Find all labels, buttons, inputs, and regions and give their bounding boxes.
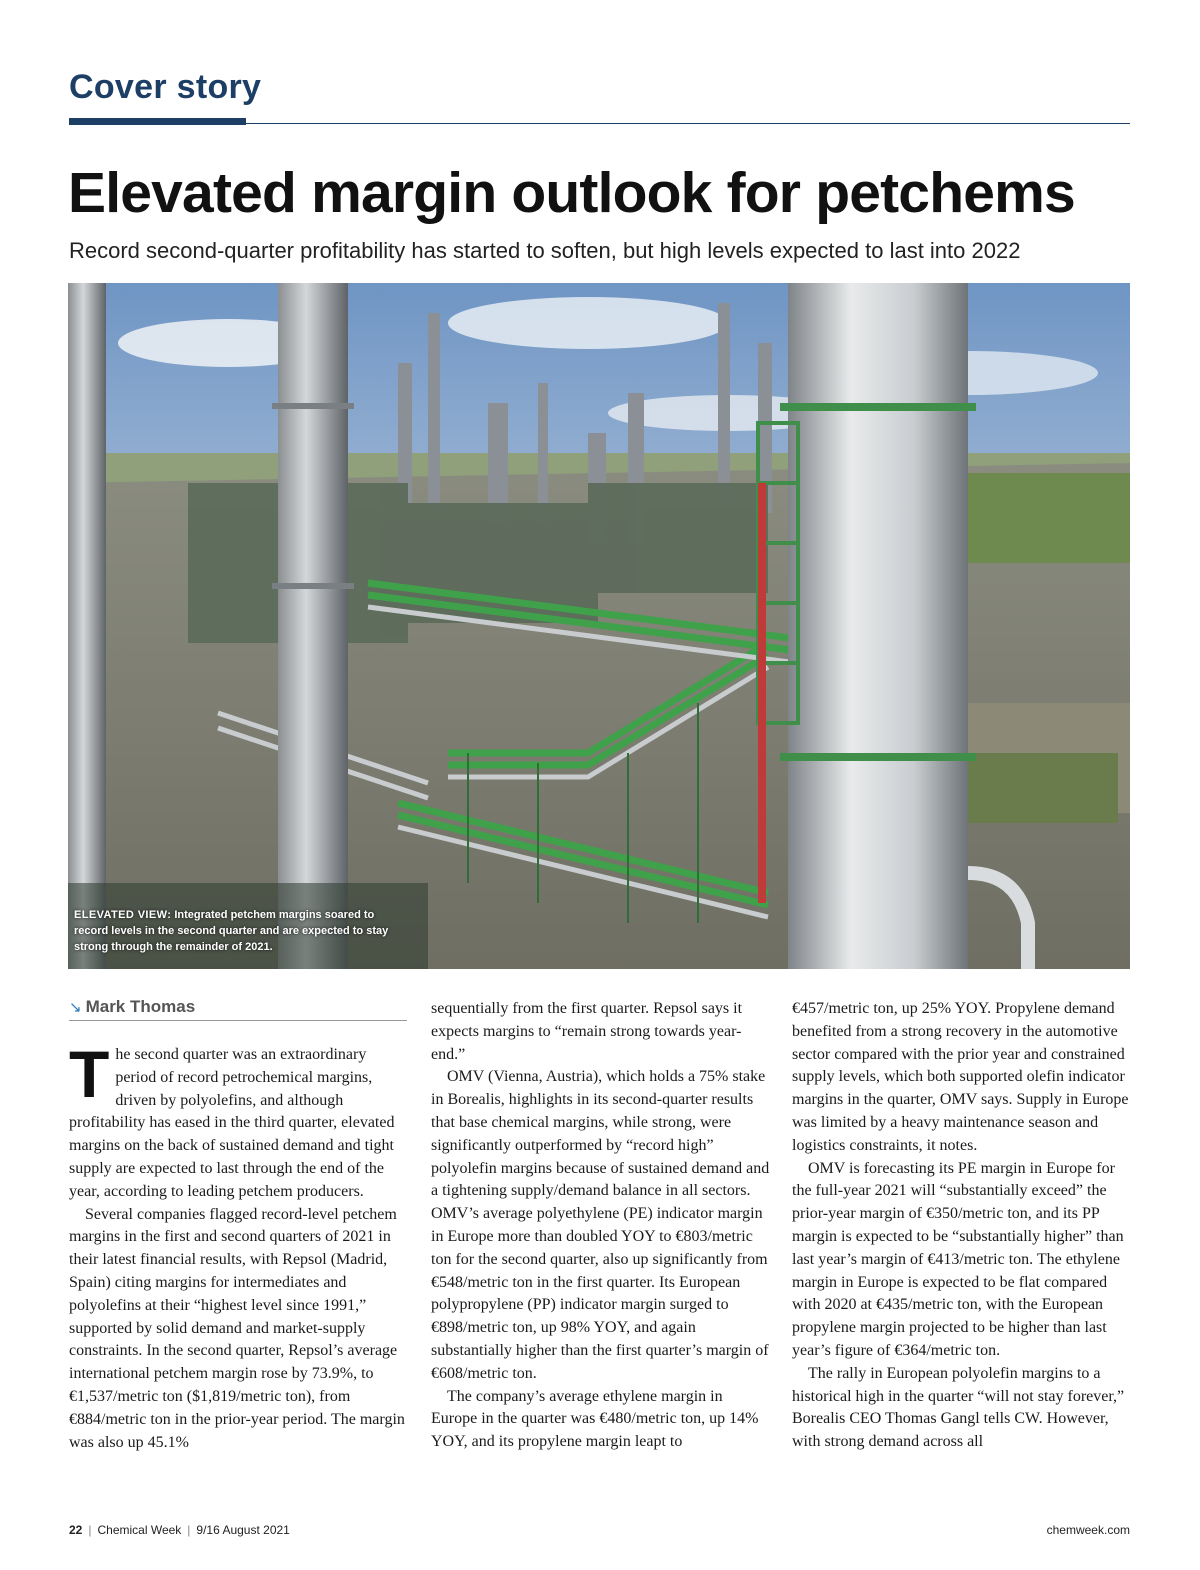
arrow-icon: ↘	[69, 999, 82, 1016]
article-paragraph	[69, 1037, 409, 1204]
article-paragraph: The company’s average ethylene margin in Europe in the quarter was €480/metric ton, up 14% YOY, and its propylene margin leapt to	[431, 1387, 759, 1451]
site-url: chemweek.com	[1046, 1523, 1130, 1537]
byline: Mark Thomas	[85, 997, 196, 1016]
refinery-photo	[68, 283, 1130, 969]
deck: Record second-quarter profitability has started to soften, but high levels expected to last into 2022	[69, 238, 1021, 263]
refinery-illustration	[68, 283, 1130, 969]
headline: Elevated margin outlook for petchems	[68, 161, 1075, 225]
paragraph-text: he second quarter was an extraordinary period of record petrochemical margins, driven by polyolefins, and although profitability has eased in the third quarter, elevated margins on the back of sustained demand and tight supply are expected to last through the end of the year, according to leading petchem producers.	[69, 1046, 395, 1200]
byline-block	[69, 997, 407, 1021]
article-paragraph: sequentially from the first quarter. Repsol says it expects margins to “remain strong towards year-end.”	[431, 1000, 743, 1063]
caption-text: Integrated petchem margins soared to record levels in the second quarter and are expected to stay strong through the remainder of 2021.	[74, 909, 389, 953]
photo-caption	[74, 907, 404, 955]
article-column-2	[431, 998, 771, 1454]
article-column-1	[69, 1037, 409, 1454]
article-paragraph: OMV (Vienna, Austria), which holds a 75% stake in Borealis, highlights in its second-quarter results that base chemical margins, while strong, were significantly outperformed by “record high” polyolefin margins because of sustained demand and a tightening supply/demand balance in all sectors. OMV’s average polyethylene (PE) indicator margin in Europe more than doubled YOY to €803/metric ton for the second quarter, also up significantly from €548/metric ton in the first quarter. Its European polypropylene (PP) indicator margin surged to €898/metric ton, up 98% YOY, and again substantially higher than the first quarter’s margin of €608/metric ton.	[431, 1068, 770, 1382]
section-label: Cover story	[69, 68, 262, 106]
footer-folio: 22 | Chemical Week | 9/16 August 2021	[69, 1523, 290, 1537]
publication-name: Chemical Week	[97, 1523, 182, 1537]
article-paragraph: OMV is forecasting its PE margin in Europe for the full-year 2021 will “substantially exceed” the prior-year margin of €350/metric ton, and its PP margin is expected to be “substantially higher” than last year’s margin of €413/metric ton. The ethylene margin in Europe is expected to be flat compared with 2020 at €435/metric ton, with the European propylene margin projected to be higher than last year’s figure of €364/metric ton.	[792, 1159, 1124, 1359]
page-number: 22	[69, 1523, 83, 1537]
section-rule	[69, 123, 1130, 124]
caption-lead: ELEVATED VIEW:	[74, 909, 172, 921]
article-paragraph: €457/metric ton, up 25% YOY. Propylene demand benefited from a strong recovery in the automotive sector compared with the prior year and constrained supply levels, which both supported olefin indicator margins in the quarter, OMV says. Supply in Europe was limited by a heavy maintenance season and logistics constraints, it notes.	[792, 1000, 1129, 1154]
article-paragraph: The rally in European polyolefin margins to a historical high in the quarter “will not stay forever,” Borealis CEO Thomas Gangl tells CW. However, with strong demand across all	[792, 1364, 1125, 1451]
article-column-3	[792, 998, 1132, 1454]
issue-date: 9/16 August 2021	[196, 1523, 290, 1537]
article-paragraph: Several companies flagged record-level petchem margins in the first and second quarters of 2021 in their latest financial results, with Repsol (Madrid, Spain) citing margins for intermediates and polyolefins at their “highest level since 1991,” supported by solid demand and market-supply constraints. In the second quarter, Repsol’s average international petchem margin rose by 73.9%, to €1,537/metric ton ($1,819/metric ton), from €884/metric ton in the prior-year period. The margin was also up 45.1%	[69, 1205, 405, 1451]
drop-cap: T	[69, 1037, 110, 1111]
